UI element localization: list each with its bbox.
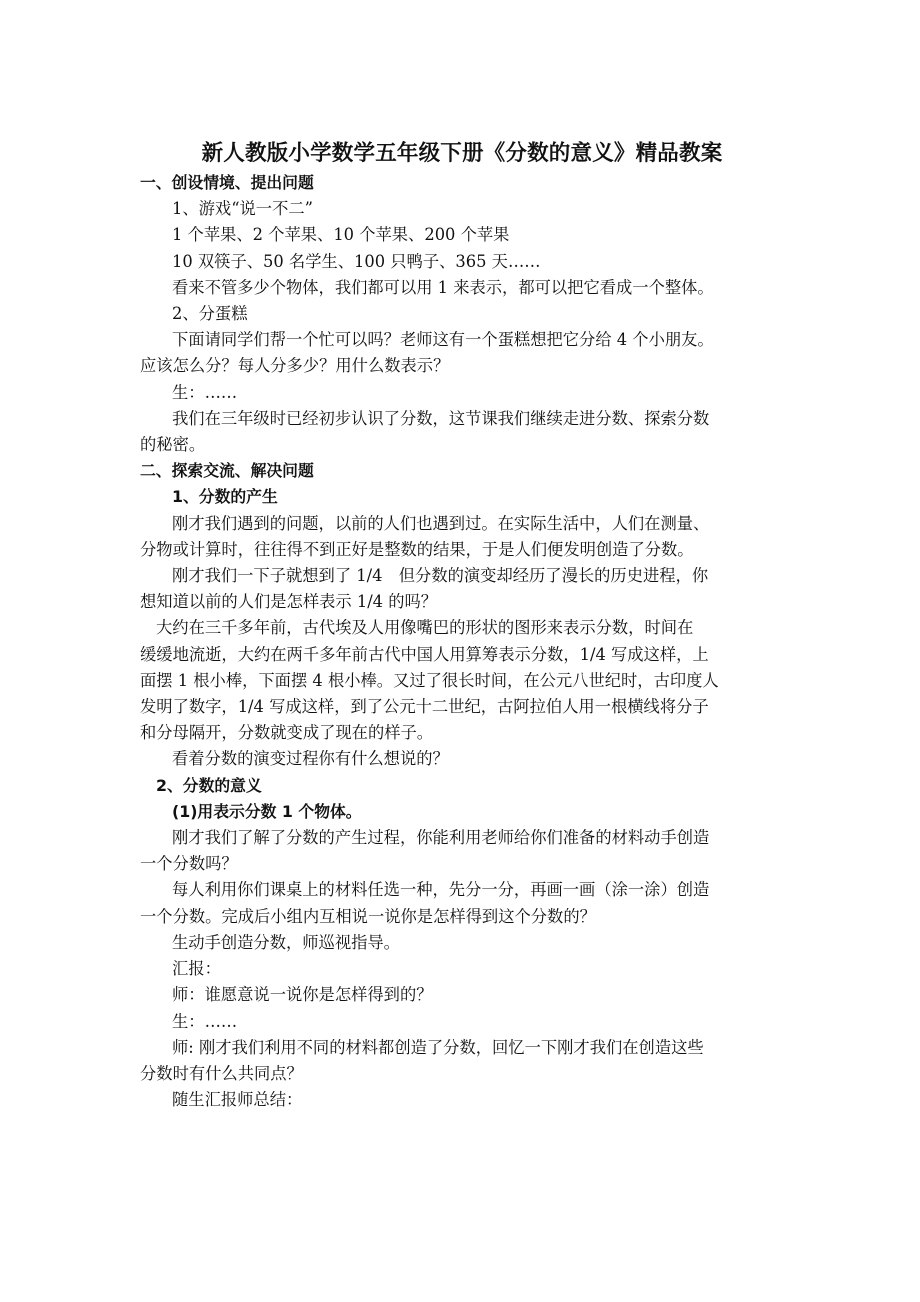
paragraph-line: 随生汇报师总结： <box>172 1090 303 1110</box>
document-body <box>140 170 784 1113</box>
paragraph-line: 1、游戏“说一不二” <box>172 199 313 219</box>
paragraph-line: 1 个苹果、2 个苹果、10 个苹果、200 个苹果 <box>172 225 510 245</box>
paragraph-line: 汇报： <box>172 959 221 979</box>
paragraph-line: 和分母隔开，分数就变成了现在的样子。 <box>140 723 434 743</box>
paragraph-line: 看来不管多少个物体，我们都可以用 1 来表示，都可以把它看成一个整体。 <box>172 277 714 297</box>
paragraph-line: 刚才我们一下子就想到了 1/4 但分数的演变却经历了漫长的历史进程，你 <box>172 566 709 586</box>
paragraph-line: 刚才我们了解了分数的产生过程，你能利用老师给你们准备的材料动手创造 <box>172 828 710 848</box>
document-page <box>140 138 784 1113</box>
paragraph-line: 刚才我们遇到的问题，以前的人们也遇到过。在实际生活中，人们在测量、 <box>172 513 710 533</box>
section-heading: 1、分数的产生 <box>172 487 278 507</box>
document-title: 新人教版小学数学五年级下册《分数的意义》精品教案 <box>201 141 723 166</box>
paragraph-line: 生动手创造分数，师巡视指导。 <box>172 932 400 952</box>
paragraph-line: 面摆 1 根小棒，下面摆 4 根小棒。又过了很长时间，在公元八世纪时，古印度人 <box>140 670 719 690</box>
paragraph-line: 师: 刚才我们利用不同的材料都创造了分数，回忆一下刚才我们在创造这些 <box>172 1037 704 1057</box>
paragraph-line: 每人利用你们课桌上的材料任选一种，先分一分，再画一画（涂一涂）创造 <box>172 880 710 900</box>
paragraph-line: 分数时有什么共同点？ <box>140 1063 303 1083</box>
paragraph-line: 发明了数字，1/4 写成这样，到了公元十二世纪，古阿拉伯人用一根横线将分子 <box>140 697 709 717</box>
paragraph-line: 生：…… <box>172 382 238 402</box>
paragraph-line: 一个分数。完成后小组内互相说一说你是怎样得到这个分数的？ <box>140 906 596 926</box>
paragraph-line: 缓缓地流逝，大约在两千多年前古代中国人用算筹表示分数，1/4 写成这样，上 <box>140 644 709 664</box>
section-heading: 一、创设情境、提出问题 <box>140 173 314 192</box>
section-heading: (1)用表示分数 1 个物体。 <box>172 801 362 821</box>
paragraph-line: 10 双筷子、50 名学生、100 只鸭子、365 天…… <box>172 251 541 271</box>
paragraph-line: 想知道以前的人们是怎样表示 1/4 的吗？ <box>140 592 438 612</box>
paragraph-line: 2、分蛋糕 <box>172 304 248 324</box>
section-heading: 二、探索交流、解决问题 <box>140 461 314 481</box>
paragraph-line: 的秘密。 <box>140 435 206 455</box>
paragraph-line: 师：谁愿意说一说你是怎样得到的？ <box>172 985 433 1005</box>
paragraph-line: 我们在三年级时已经初步认识了分数，这节课我们继续走进分数、探索分数 <box>172 408 710 428</box>
section-heading: 2、分数的意义 <box>156 775 262 795</box>
paragraph-line: 一个分数吗？ <box>140 854 238 874</box>
paragraph-line: 大约在三千多年前，古代埃及人用像嘴巴的形状的图形来表示分数，时间在 <box>156 618 694 638</box>
paragraph-line: 下面请同学们帮一个忙可以吗？老师这有一个蛋糕想把它分给 4 个小朋友。 <box>172 330 714 350</box>
paragraph-line: 分物或计算时，往往得不到正好是整数的结果，于是人们便发明创造了分数。 <box>140 539 694 559</box>
paragraph-line: 看着分数的演变过程你有什么想说的？ <box>172 749 449 769</box>
paragraph-line: 生：…… <box>172 1011 238 1031</box>
paragraph-line: 应该怎么分？每人分多少？用什么数表示？ <box>140 356 450 376</box>
